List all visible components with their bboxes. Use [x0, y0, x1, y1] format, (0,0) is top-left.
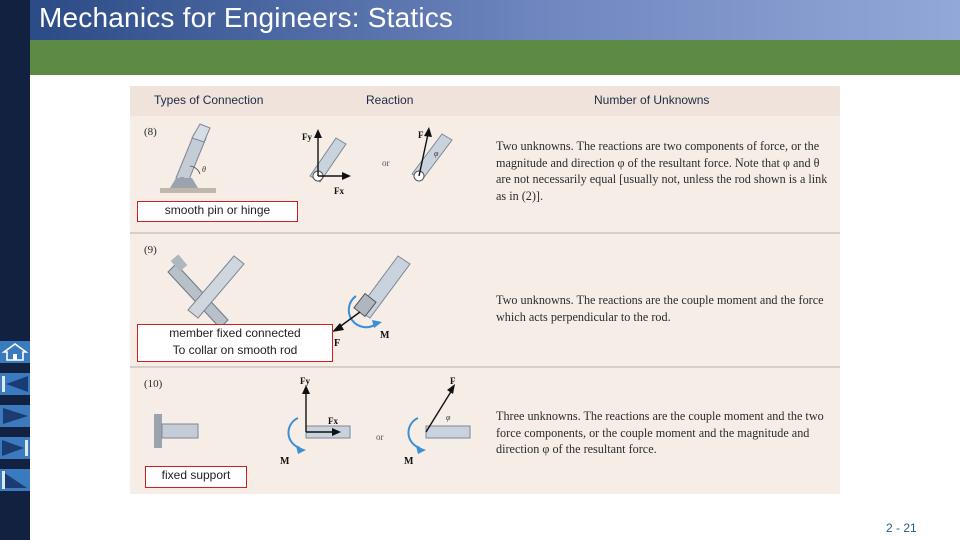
row-number: (8)	[144, 126, 157, 138]
slide-header	[30, 0, 960, 40]
table-header-row	[130, 86, 840, 116]
row-description: Three unknowns. The reactions are the couple moment and the two force components, or the couple moment and the magnitude and direction φ of the resultant force.	[496, 409, 824, 456]
header-green-bar	[30, 40, 960, 75]
row-number: (9)	[144, 244, 157, 256]
phi-label: φ	[434, 149, 439, 158]
callout-fixed-support	[145, 466, 247, 488]
pin-connection-drawing	[160, 124, 216, 193]
callout-smooth-pin-or-hinge	[137, 201, 298, 222]
next-slide-icon[interactable]	[0, 437, 30, 459]
home-icon[interactable]	[0, 341, 30, 363]
fixed-reaction-resultant-drawing	[404, 376, 470, 467]
pin-reaction-components-drawing	[302, 129, 351, 196]
f-label: F	[418, 130, 424, 140]
callout-text: smooth pin or hinge	[164, 203, 271, 217]
page-number: 2 - 21	[886, 521, 917, 535]
row-number: (10)	[144, 378, 163, 390]
m-label: M	[280, 456, 290, 467]
fx-label: Fx	[334, 186, 344, 196]
slide-nav-sidebar	[0, 0, 30, 540]
f-label: F	[450, 376, 456, 386]
fy-label: Fy	[300, 376, 310, 386]
theta-label: θ	[202, 165, 206, 174]
or-label: or	[382, 158, 390, 168]
header-number-of-unknowns: Number of Unknowns	[594, 93, 710, 107]
callout-member-fixed-connected	[137, 324, 333, 362]
last-slide-icon[interactable]	[0, 469, 30, 491]
header-reaction: Reaction	[366, 93, 414, 107]
connections-table-figure	[130, 86, 840, 494]
collar-connection-drawing	[168, 254, 244, 328]
row-description: Two unknowns. The reactions are two components of force, or the magnitude and direction φ of the resultant force. Note that φ and θ are not necessarily equal [usually not, unless the rod shown is a link as in (2)].	[496, 139, 828, 203]
callout-text-line2: To collar on smooth rod	[172, 343, 298, 357]
slide-title: Mechanics for Engineers: Statics	[39, 2, 454, 33]
m-label: M	[404, 456, 414, 467]
pin-reaction-resultant-drawing	[412, 127, 452, 181]
or-label: or	[376, 432, 384, 442]
f-label: F	[334, 338, 341, 349]
header-types-of-connection: Types of Connection	[154, 93, 264, 107]
fy-label: Fy	[302, 132, 312, 142]
row-description: Two unknowns. The reactions are the couple moment and the force which acts perpendicular to the rod.	[496, 293, 824, 324]
callout-text: fixed support	[161, 468, 231, 482]
fixed-reaction-components-drawing	[280, 376, 350, 467]
fixed-support-drawing	[154, 414, 198, 448]
previous-slide-icon[interactable]	[0, 405, 30, 427]
callout-text-line1: member fixed connected	[169, 326, 301, 340]
fx-label: Fx	[328, 416, 338, 426]
phi-label: φ	[446, 413, 451, 422]
first-slide-icon[interactable]	[0, 373, 30, 395]
m-label: M	[380, 330, 390, 341]
collar-reaction-drawing	[332, 256, 410, 349]
